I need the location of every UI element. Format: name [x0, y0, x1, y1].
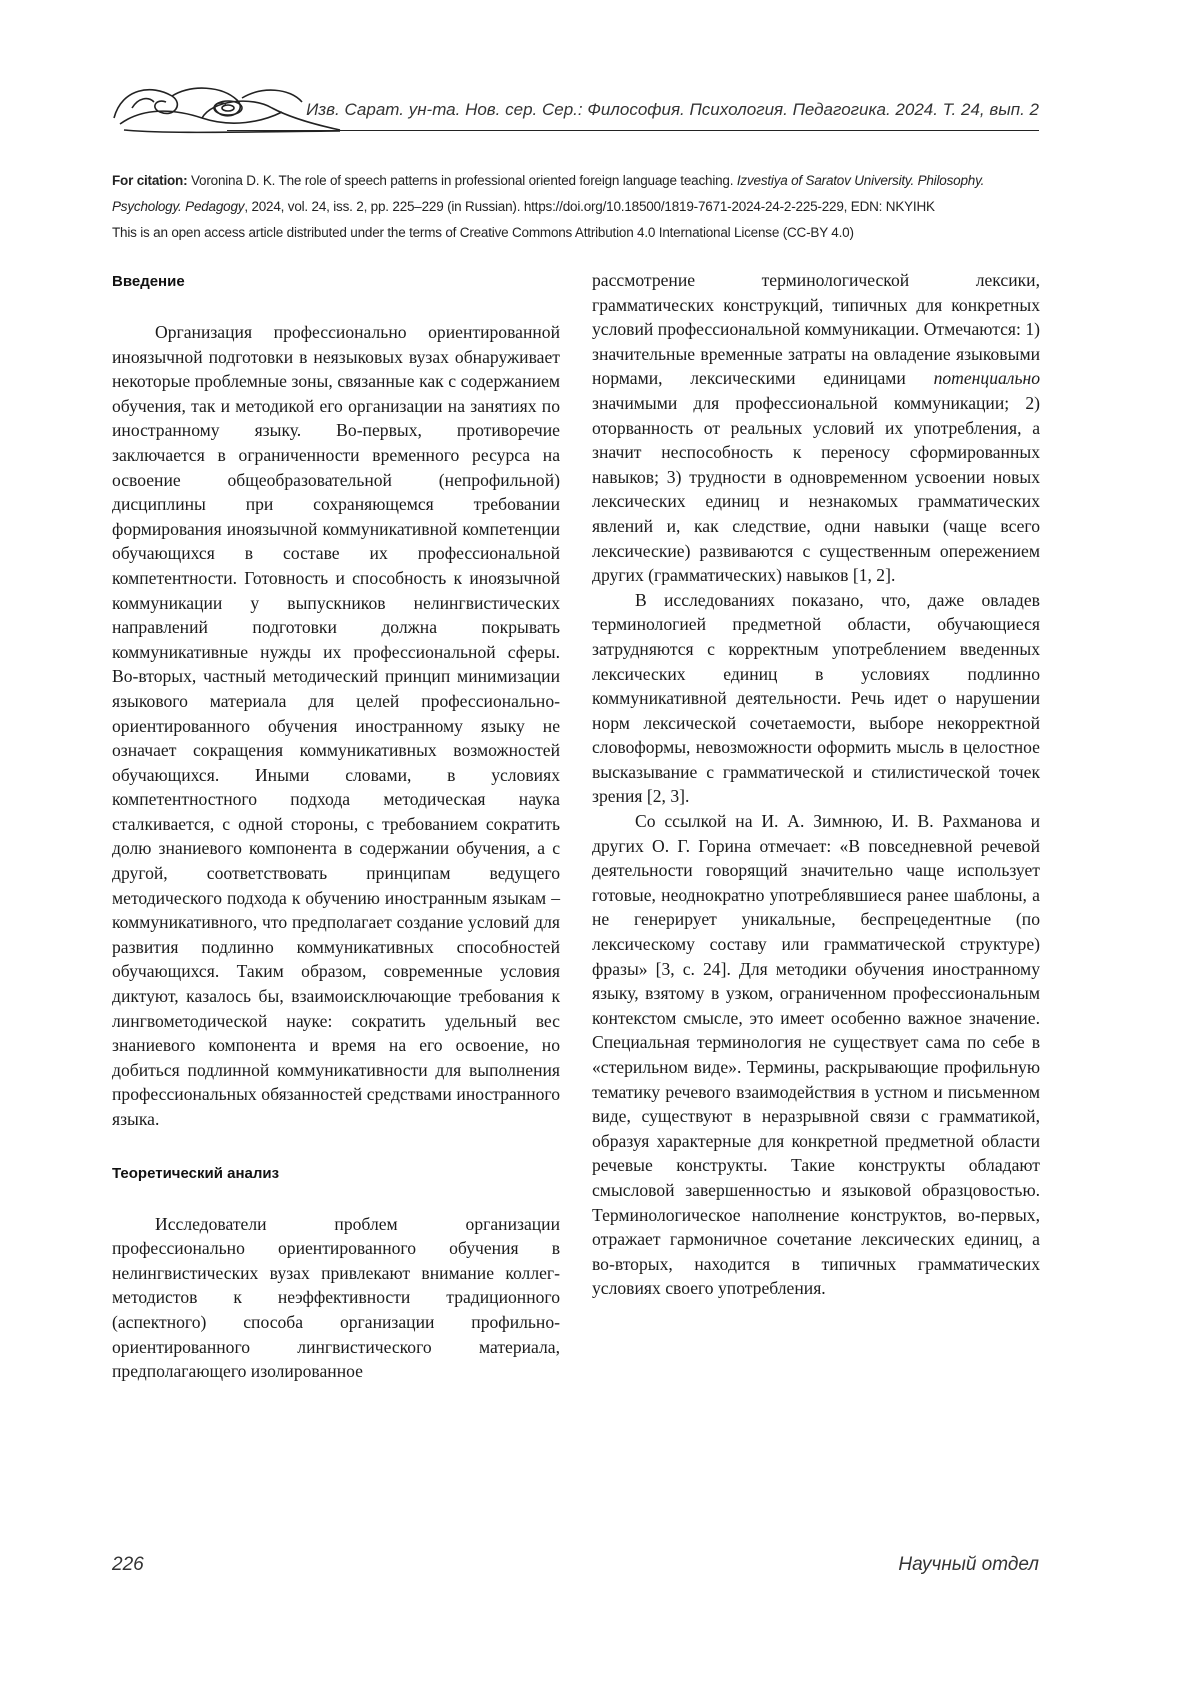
running-title: Изв. Сарат. ун-та. Нов. сер. Сер.: Философия. Психология. Педагогика. 2024. Т. 24, вып. 2: [306, 100, 1039, 119]
license-note: This is an open access article distributed under the terms of Creative Commons Attribution 4.0 International License (CC-BY 4.0): [112, 225, 854, 240]
citation-journal: Izvestiya of Saratov University. Philosophy. Psychology. Pedagogy: [112, 173, 985, 214]
page-number: 226: [112, 1554, 144, 1575]
header-rule: [227, 130, 1039, 131]
citation-block: [112, 168, 1042, 246]
right-paragraph-1-text-a: рассмотрение терминологической лексики, грамматических конструкций, типичных для конкретных условий профессиональной коммуникации. Отмечаются: 1) значительные временные затраты на овладение языковыми нормами, лексическими единицами: [592, 270, 1040, 389]
theory-paragraph: Исследователи проблем организации профессионально ориентированного обучения в нелингвистических вузах привлекают внимание коллег-методистов к неэффективности традиционного (аспектного) способа организации профильно-ориентированного лингвистического материала, предполагающего изолированное: [112, 1213, 560, 1382]
section-name: Научный отдел: [898, 1554, 1039, 1575]
right-column: [592, 268, 1040, 1301]
right-paragraph-1-italic: потенциально: [933, 368, 1040, 389]
right-paragraph-1: [592, 268, 1040, 588]
theory-heading: Теоретический анализ: [112, 1164, 280, 1182]
citation-details: , 2024, vol. 24, iss. 2, pp. 225–229 (in Russian). https://doi.org/10.18500/1819-7671-2024-24-2-225-229, EDN: NKYIHK: [244, 199, 935, 214]
citation-label: For citation:: [112, 173, 188, 188]
citation-authors: Voronina D. K. The role of speech patterns in professional oriented foreign language teaching.: [190, 173, 734, 188]
right-paragraph-3: Со ссылкой на И. А. Зимнюю, И. В. Рахманова и других О. Г. Горина отмечает: «В повседневной речевой деятельности говорящий значительно чаще использует готовые, неоднократно употреблявшиеся ранее шаблоны, а не генерирует уникальные, беспрецедентные (по лексическому составу или грамматической структуре) фразы» [3, с. 24]. Для методики обучения иностранному языку, взятому в узком, ограниченном профессиональным контекстом смысле, это имеет особенно важное значение. Специальная терминология не существует сама по себе в «стерильном виде». Термины, раскрывающие профильную тематику речевого взаимодействия в устном и письменном виде, существуют в неразрывной связи с грамматикой, образуя характерные для конкретной предметной области речевые конструкты. Такие конструкты обладают смысловой завершенностью и языковой образцовостью. Терминологическое наполнение конструктов, во-первых, отражает гармоничное сочетание лексических единиц, а во-вторых, находится в типичных грамматических условиях своего употребления.: [592, 811, 1040, 1299]
intro-paragraph: Организация профессионально ориентированной иноязычной подготовки в неязыковых вузах обнаруживает некоторые проблемные зоны, связанные как с содержанием обучения, так и методикой его организации на занятиях по иностранному языку. Во-первых, противоречие заключается в ограниченности временного ресурса на освоение общеобразовательной (непрофильной) дисциплины при сохраняющемся требовании формирования иноязычной коммуникативной компетенции обучающихся в составе их профессиональной компетентности. Готовность и способность к иноязычной коммуникации у выпускников нелингвистических направлений подготовки должна покрывать коммуникативные нужды их профессиональной сферы. Во-вторых, частный методический принцип минимизации языкового материала для целей профессионально-ориентированного обучения иностранному языку не означает сокращения коммуникативных возможностей обучающихся. Иными словами, в условиях компетентностного подхода методическая наука сталкивается, с одной стороны, с требованием сократить долю знаниевого компонента в содержании обучения, а с другой, соответствовать принципам ведущего методического подхода к обучению иностранным языкам – коммуникативного, что предполагает создание условий для развития подлинно коммуникативных способностей обучающихся. Таким образом, современные условия диктуют, казалось бы, взаимоисключающие требования к лингвометодической науке: сократить удельный вес знаниевого компонента и время на его освоение, но добиться подлинной коммуникативности для выполнения профессиональных обязанностей средствами иностранного языка.: [112, 322, 560, 1129]
left-column: [112, 270, 560, 1384]
right-paragraph-2: В исследованиях показано, что, даже овладев терминологией предметной области, обучающиеся затрудняются с корректным употреблением введенных лексических единиц в условиях подлинно коммуникативной деятельности. Речь идет о нарушении норм лексической сочетаемости, выборе некорректной словоформы, невозможности оформить мысль в целостное высказывание с грамматической и стилистической точек зрения [2, 3].: [592, 589, 1040, 807]
right-paragraph-1-text-b: значимыми для профессиональной коммуникации; 2) оторванность от реальных условий их употребления, а значит неспособность к переносу сформированных навыков; 3) трудности в одновременном усвоении новых лексических единиц и незнакомых грамматических явлений и, как следствие, одни навыки (чаще всего лексические) развиваются с существенным опережением других (грамматических) навыков [1, 2].: [592, 392, 1040, 586]
page-header: [112, 78, 1039, 134]
intro-heading: Введение: [112, 273, 185, 290]
